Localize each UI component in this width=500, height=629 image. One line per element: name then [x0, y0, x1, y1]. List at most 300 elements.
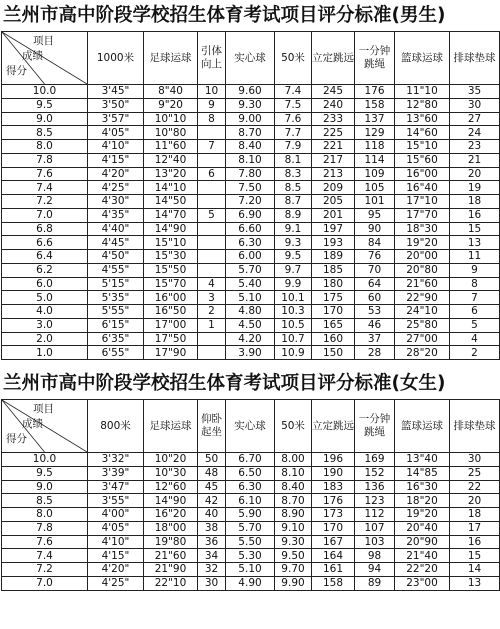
- value-cell: 170: [312, 521, 355, 535]
- value-cell: 15"10: [144, 236, 198, 250]
- score-cell: 3.0: [2, 318, 88, 332]
- value-cell: 225: [312, 126, 355, 140]
- value-cell: 6: [198, 167, 226, 181]
- value-cell: 14"85: [395, 466, 450, 480]
- value-cell: 94: [355, 563, 395, 577]
- value-cell: 183: [312, 480, 355, 494]
- value-cell: 6: [450, 305, 500, 319]
- header-1000m: 1000米: [88, 32, 144, 85]
- header-basketball-dribble: 篮球运球: [395, 400, 450, 453]
- value-cell: 21"40: [395, 549, 450, 563]
- value-cell: 5.40: [226, 277, 275, 291]
- value-cell: 9"20: [144, 98, 198, 112]
- value-cell: 4'20": [88, 563, 144, 577]
- value-cell: 10.5: [275, 318, 312, 332]
- table-row: [2, 318, 500, 332]
- header-standing-jump: 立定跳远: [312, 400, 355, 453]
- value-cell: 46: [355, 318, 395, 332]
- value-cell: 10"10: [144, 112, 198, 126]
- value-cell: 217: [312, 153, 355, 167]
- score-cell: 9.0: [2, 112, 88, 126]
- value-cell: 114: [355, 153, 395, 167]
- value-cell: 129: [355, 126, 395, 140]
- value-cell: 8.9: [275, 208, 312, 222]
- header-pull-up: 引体向上: [198, 32, 226, 85]
- value-cell: 9.50: [275, 549, 312, 563]
- score-cell: 4.0: [2, 305, 88, 319]
- value-cell: 27"00: [395, 332, 450, 346]
- value-cell: 185: [312, 263, 355, 277]
- header-football-dribble: 足球运球: [144, 400, 198, 453]
- value-cell: 12"60: [144, 480, 198, 494]
- value-cell: 36: [198, 535, 226, 549]
- value-cell: 5.30: [226, 549, 275, 563]
- table-row: [2, 332, 500, 346]
- value-cell: 19: [450, 181, 500, 195]
- female-table-body: [2, 453, 500, 591]
- value-cell: 3.90: [226, 346, 275, 360]
- value-cell: 32: [198, 563, 226, 577]
- score-cell: 9.5: [2, 98, 88, 112]
- value-cell: 15"30: [144, 250, 198, 264]
- table-row: [2, 263, 500, 277]
- value-cell: 4'20": [88, 167, 144, 181]
- value-cell: 15: [450, 222, 500, 236]
- value-cell: 13"60: [395, 112, 450, 126]
- value-cell: 197: [312, 222, 355, 236]
- value-cell: 5'35": [88, 291, 144, 305]
- value-cell: 160: [312, 332, 355, 346]
- value-cell: 4.90: [226, 576, 275, 590]
- table-row: [2, 181, 500, 195]
- value-cell: [198, 332, 226, 346]
- value-cell: 6.50: [226, 466, 275, 480]
- value-cell: 180: [312, 277, 355, 291]
- value-cell: 137: [355, 112, 395, 126]
- value-cell: 221: [312, 140, 355, 154]
- male-table-body: [2, 85, 500, 360]
- score-cell: 7.0: [2, 208, 88, 222]
- table-row: [2, 208, 500, 222]
- value-cell: 13"40: [395, 453, 450, 467]
- table-row: [2, 85, 500, 99]
- value-cell: 17"50: [144, 332, 198, 346]
- table-row: [2, 521, 500, 535]
- score-cell: 6.4: [2, 250, 88, 264]
- table-row: [2, 140, 500, 154]
- score-cell: 9.0: [2, 480, 88, 494]
- score-cell: 7.2: [2, 195, 88, 209]
- value-cell: 16"20: [144, 508, 198, 522]
- value-cell: 22"90: [395, 291, 450, 305]
- table-row: [2, 250, 500, 264]
- value-cell: 20"90: [395, 535, 450, 549]
- table-row: [2, 453, 500, 467]
- value-cell: 11: [450, 250, 500, 264]
- value-cell: 165: [312, 318, 355, 332]
- value-cell: 50: [198, 453, 226, 467]
- value-cell: 10"80: [144, 126, 198, 140]
- value-cell: 6.00: [226, 250, 275, 264]
- value-cell: 18: [450, 508, 500, 522]
- value-cell: 8"40: [144, 85, 198, 99]
- value-cell: 25"80: [395, 318, 450, 332]
- value-cell: 21"60: [144, 549, 198, 563]
- value-cell: 16"00: [395, 167, 450, 181]
- value-cell: 9.7: [275, 263, 312, 277]
- value-cell: 18"20: [395, 494, 450, 508]
- table-row: [2, 466, 500, 480]
- value-cell: 18: [450, 195, 500, 209]
- value-cell: 6'55": [88, 346, 144, 360]
- value-cell: 105: [355, 181, 395, 195]
- value-cell: 17: [450, 521, 500, 535]
- table-row: [2, 291, 500, 305]
- value-cell: 12"40: [144, 153, 198, 167]
- value-cell: 6.30: [226, 236, 275, 250]
- value-cell: 18"30: [395, 222, 450, 236]
- value-cell: 45: [198, 480, 226, 494]
- value-cell: [198, 153, 226, 167]
- value-cell: 25: [450, 466, 500, 480]
- male-score-table: [1, 31, 500, 360]
- value-cell: 16: [450, 208, 500, 222]
- value-cell: 158: [355, 98, 395, 112]
- value-cell: 38: [198, 521, 226, 535]
- header-volleyball-pass: 排球垫球: [450, 32, 500, 85]
- corner-label-result: 成绩: [22, 418, 43, 430]
- value-cell: [198, 222, 226, 236]
- value-cell: 8.70: [226, 126, 275, 140]
- value-cell: 8.10: [226, 153, 275, 167]
- value-cell: 6.60: [226, 222, 275, 236]
- value-cell: 112: [355, 508, 395, 522]
- value-cell: 4.80: [226, 305, 275, 319]
- value-cell: 3: [198, 291, 226, 305]
- value-cell: 17"70: [395, 208, 450, 222]
- value-cell: 84: [355, 236, 395, 250]
- table-row: [2, 480, 500, 494]
- corner-label-result: 成绩: [22, 50, 43, 62]
- score-cell: 10.0: [2, 85, 88, 99]
- value-cell: 167: [312, 535, 355, 549]
- value-cell: 4'30": [88, 195, 144, 209]
- value-cell: 16"00: [144, 291, 198, 305]
- value-cell: 193: [312, 236, 355, 250]
- value-cell: 7.6: [275, 112, 312, 126]
- value-cell: 10.1: [275, 291, 312, 305]
- value-cell: 5'15": [88, 277, 144, 291]
- value-cell: 5.10: [226, 563, 275, 577]
- value-cell: 205: [312, 195, 355, 209]
- male-table-title: 兰州市高中阶段学校招生体育考试项目评分标准(男生): [3, 5, 446, 26]
- value-cell: 6.70: [226, 453, 275, 467]
- value-cell: 5: [198, 208, 226, 222]
- score-cell: 8.5: [2, 494, 88, 508]
- value-cell: 173: [312, 508, 355, 522]
- value-cell: 70: [355, 263, 395, 277]
- value-cell: 4: [198, 277, 226, 291]
- value-cell: 4'40": [88, 222, 144, 236]
- table-row: [2, 195, 500, 209]
- table-row: [2, 508, 500, 522]
- table-row: [2, 494, 500, 508]
- value-cell: 107: [355, 521, 395, 535]
- corner-label-score: 得分: [6, 433, 27, 445]
- value-cell: 30: [198, 576, 226, 590]
- value-cell: 136: [355, 480, 395, 494]
- score-cell: 7.0: [2, 576, 88, 590]
- value-cell: 98: [355, 549, 395, 563]
- value-cell: 14"90: [144, 222, 198, 236]
- value-cell: [198, 346, 226, 360]
- value-cell: 17"10: [395, 195, 450, 209]
- female-score-table: [1, 399, 500, 591]
- table-row: [2, 236, 500, 250]
- value-cell: 13"20: [144, 167, 198, 181]
- value-cell: 8.00: [275, 453, 312, 467]
- value-cell: 14"60: [395, 126, 450, 140]
- value-cell: 118: [355, 140, 395, 154]
- value-cell: 4'25": [88, 576, 144, 590]
- value-cell: 5'55": [88, 305, 144, 319]
- value-cell: 152: [355, 466, 395, 480]
- value-cell: 20"40: [395, 521, 450, 535]
- score-cell: 7.6: [2, 167, 88, 181]
- corner-label-score: 得分: [6, 65, 27, 77]
- value-cell: 7: [450, 291, 500, 305]
- value-cell: 4'10": [88, 535, 144, 549]
- value-cell: 48: [198, 466, 226, 480]
- value-cell: 6.10: [226, 494, 275, 508]
- header-solid-ball: 实心球: [226, 400, 275, 453]
- score-cell: 10.0: [2, 453, 88, 467]
- value-cell: 4'00": [88, 508, 144, 522]
- table-row: [2, 277, 500, 291]
- value-cell: [198, 195, 226, 209]
- table-row: [2, 98, 500, 112]
- value-cell: 21"90: [144, 563, 198, 577]
- score-cell: 5.0: [2, 291, 88, 305]
- value-cell: 170: [312, 305, 355, 319]
- header-rope-skipping: 一分钟跳绳: [355, 400, 395, 453]
- value-cell: 14"90: [144, 494, 198, 508]
- value-cell: 16"30: [395, 480, 450, 494]
- header-50m: 50米: [275, 32, 312, 85]
- value-cell: 4'50": [88, 250, 144, 264]
- value-cell: 20"00: [395, 250, 450, 264]
- score-cell: 7.8: [2, 521, 88, 535]
- table-row: [2, 535, 500, 549]
- value-cell: 3'57": [88, 112, 144, 126]
- score-cell: 7.4: [2, 181, 88, 195]
- value-cell: 9.00: [226, 112, 275, 126]
- value-cell: [198, 250, 226, 264]
- value-cell: 6.90: [226, 208, 275, 222]
- value-cell: 64: [355, 277, 395, 291]
- value-cell: 23: [450, 140, 500, 154]
- value-cell: 30: [450, 453, 500, 467]
- value-cell: 11"10: [395, 85, 450, 99]
- header-solid-ball: 实心球: [226, 32, 275, 85]
- header-800m: 800米: [88, 400, 144, 453]
- table-row: [2, 167, 500, 181]
- value-cell: 161: [312, 563, 355, 577]
- table-row: [2, 222, 500, 236]
- value-cell: 8.10: [275, 466, 312, 480]
- value-cell: 14"10: [144, 181, 198, 195]
- value-cell: 28"20: [395, 346, 450, 360]
- value-cell: 3'55": [88, 494, 144, 508]
- corner-label-item: 项目: [33, 35, 54, 47]
- header-50m: 50米: [275, 400, 312, 453]
- value-cell: 9.10: [275, 521, 312, 535]
- value-cell: 19"20: [395, 508, 450, 522]
- value-cell: 14"50: [144, 195, 198, 209]
- value-cell: 13: [450, 576, 500, 590]
- value-cell: 4'55": [88, 263, 144, 277]
- value-cell: 15"70: [144, 277, 198, 291]
- value-cell: 10.3: [275, 305, 312, 319]
- score-cell: 7.2: [2, 563, 88, 577]
- value-cell: 23"00: [395, 576, 450, 590]
- value-cell: 109: [355, 167, 395, 181]
- value-cell: 4'25": [88, 181, 144, 195]
- value-cell: 28: [355, 346, 395, 360]
- value-cell: [198, 263, 226, 277]
- value-cell: 150: [312, 346, 355, 360]
- value-cell: 30: [450, 98, 500, 112]
- value-cell: 233: [312, 112, 355, 126]
- value-cell: 4'35": [88, 208, 144, 222]
- table-row: [2, 576, 500, 590]
- score-cell: 6.6: [2, 236, 88, 250]
- value-cell: 2: [450, 346, 500, 360]
- value-cell: 196: [312, 453, 355, 467]
- value-cell: 164: [312, 549, 355, 563]
- value-cell: 5: [450, 318, 500, 332]
- value-cell: 90: [355, 222, 395, 236]
- value-cell: 19"80: [144, 535, 198, 549]
- value-cell: 27: [450, 112, 500, 126]
- value-cell: 53: [355, 305, 395, 319]
- value-cell: 10: [198, 85, 226, 99]
- value-cell: 9.60: [226, 85, 275, 99]
- value-cell: 4'05": [88, 521, 144, 535]
- value-cell: 24"10: [395, 305, 450, 319]
- value-cell: 5.70: [226, 263, 275, 277]
- value-cell: 22: [450, 480, 500, 494]
- header-standing-jump: 立定跳远: [312, 32, 355, 85]
- table-row: [2, 549, 500, 563]
- value-cell: 10.7: [275, 332, 312, 346]
- value-cell: 8.3: [275, 167, 312, 181]
- score-cell: 6.8: [2, 222, 88, 236]
- value-cell: 95: [355, 208, 395, 222]
- value-cell: 21: [450, 153, 500, 167]
- value-cell: 15: [450, 549, 500, 563]
- value-cell: 42: [198, 494, 226, 508]
- value-cell: 190: [312, 466, 355, 480]
- header-basketball-dribble: 篮球运球: [395, 32, 450, 85]
- value-cell: 21"60: [395, 277, 450, 291]
- value-cell: 8.5: [275, 181, 312, 195]
- header-sit-up: 仰卧起坐: [198, 400, 226, 453]
- value-cell: 37: [355, 332, 395, 346]
- value-cell: 9.70: [275, 563, 312, 577]
- value-cell: 4'15": [88, 549, 144, 563]
- value-cell: 17"00: [144, 318, 198, 332]
- value-cell: 6.30: [226, 480, 275, 494]
- value-cell: 9: [198, 98, 226, 112]
- table-row: [2, 126, 500, 140]
- score-cell: 6.0: [2, 277, 88, 291]
- value-cell: 89: [355, 576, 395, 590]
- value-cell: 3'39": [88, 466, 144, 480]
- table-row: [2, 346, 500, 360]
- value-cell: 169: [355, 453, 395, 467]
- value-cell: [198, 126, 226, 140]
- value-cell: 13: [450, 236, 500, 250]
- value-cell: 158: [312, 576, 355, 590]
- value-cell: 7.20: [226, 195, 275, 209]
- table-row: [2, 563, 500, 577]
- section-gap: [0, 360, 500, 368]
- value-cell: 9.30: [275, 535, 312, 549]
- table-row: [2, 153, 500, 167]
- value-cell: 6'35": [88, 332, 144, 346]
- value-cell: 101: [355, 195, 395, 209]
- value-cell: 15"10: [395, 140, 450, 154]
- value-cell: 34: [198, 549, 226, 563]
- value-cell: 2: [198, 305, 226, 319]
- value-cell: 8.1: [275, 153, 312, 167]
- value-cell: 7.50: [226, 181, 275, 195]
- value-cell: 8.7: [275, 195, 312, 209]
- value-cell: 9.9: [275, 277, 312, 291]
- value-cell: 209: [312, 181, 355, 195]
- value-cell: 3'47": [88, 480, 144, 494]
- value-cell: 175: [312, 291, 355, 305]
- value-cell: 16"50: [144, 305, 198, 319]
- value-cell: 213: [312, 167, 355, 181]
- value-cell: 3'50": [88, 98, 144, 112]
- value-cell: 12"80: [395, 98, 450, 112]
- value-cell: 3'32": [88, 453, 144, 467]
- value-cell: 8.40: [275, 480, 312, 494]
- value-cell: 40: [198, 508, 226, 522]
- table-row: [2, 112, 500, 126]
- value-cell: 176: [355, 85, 395, 99]
- value-cell: 20: [450, 167, 500, 181]
- corner-label-item: 项目: [33, 403, 54, 415]
- female-header-row: [2, 400, 500, 453]
- value-cell: 4'10": [88, 140, 144, 154]
- score-cell: 8.5: [2, 126, 88, 140]
- value-cell: 189: [312, 250, 355, 264]
- value-cell: 60: [355, 291, 395, 305]
- value-cell: 201: [312, 208, 355, 222]
- value-cell: 176: [312, 494, 355, 508]
- value-cell: 5.10: [226, 291, 275, 305]
- value-cell: 9.3: [275, 236, 312, 250]
- table-row: [2, 305, 500, 319]
- value-cell: 4: [450, 332, 500, 346]
- value-cell: 20: [450, 494, 500, 508]
- value-cell: 10"20: [144, 453, 198, 467]
- value-cell: 7.9: [275, 140, 312, 154]
- value-cell: 9.1: [275, 222, 312, 236]
